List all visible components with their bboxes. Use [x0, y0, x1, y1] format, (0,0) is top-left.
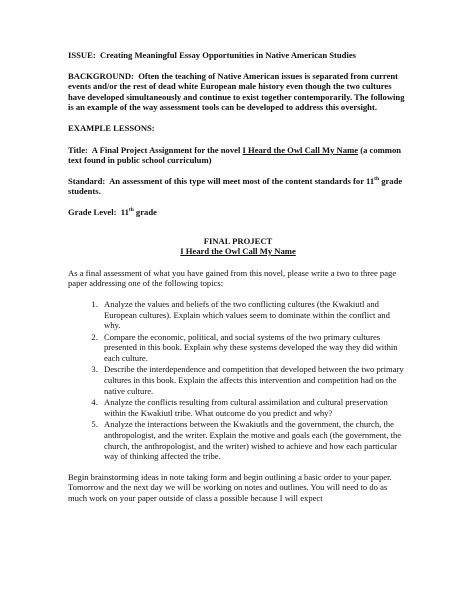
standard-label: Standard:	[68, 175, 106, 186]
standard-text: An assessment of this type will meet most of the content standards for	[109, 175, 364, 186]
final-project-book-title: I Heard the Owl Call My Name	[180, 246, 296, 257]
intro-paragraph: As a final assessment of what you have gained from this novel, please write a two to three page paper addressing one of the following topics:	[68, 267, 397, 289]
list-item: 5. Analyze the interactions between the Kwakiutls and the government, the church, the anthropologist, and the writer. Explain the motive and goals each (the government, the church, the anthropologist, and the writer) wished to achieve and how each particular way of thinking affected the tribe.	[100, 419, 408, 461]
title-prefix: A Final Project Assignment for the novel	[91, 144, 241, 155]
grade-level-paragraph	[68, 207, 408, 218]
list-item: 3. Describe the interdependence and competition that developed between the two primary cultures in this book. Explain the affects this intervention and competition had on the native culture.	[100, 364, 408, 396]
grade-level-tail: grade	[135, 206, 157, 217]
list-item: 1. Analyze the values and beliefs of the two conflicting cultures (the Kwakiutl and European cultures). Explain which values seem to dominate within the conflict and why.	[100, 299, 408, 331]
background-label: BACKGROUND:	[68, 70, 134, 81]
grade-level-label: Grade Level:	[68, 206, 117, 217]
standard-paragraph	[68, 176, 408, 197]
grade-level-sup: th	[128, 207, 134, 214]
document-page	[68, 50, 408, 504]
standard-grade-tail: grade students.	[68, 175, 403, 197]
example-lessons-heading: EXAMPLE LESSONS:	[68, 122, 155, 133]
issue-text: Creating Meaningful Essay Opportunities in Native American Studies	[100, 50, 356, 60]
issue-paragraph	[68, 50, 408, 61]
closing-paragraph: Begin brainstorming ideas in note taking form and begin outlining a basic order to your paper. Tomorrow and the next day we will be working on notes and outlines. You will need to do as much work on your paper outside of class a possible because I will expect	[68, 471, 392, 503]
topics-list	[68, 299, 408, 462]
background-paragraph	[68, 71, 408, 113]
list-item: 4. Analyze the conflicts resulting from cultural assimilation and cultural preservation within the Kwakiutl tribe. What outcome do you predict and why?	[100, 397, 408, 418]
standard-grade-num: 11	[366, 175, 375, 186]
title-paragraph	[68, 145, 408, 166]
issue-label: ISSUE:	[68, 50, 96, 60]
standard-grade-sup: th	[374, 175, 380, 182]
title-suffix: (a common text found in public school curriculum)	[68, 144, 402, 166]
title-label: Title:	[68, 144, 88, 155]
background-text: Often the teaching of Native American issues is separated from current events and/or the rest of dead white European male history even though the two cultures have developed simultaneously and continue to exist together contemporarily. The following is an example of the way assessment tools can be developed to address this oversight.	[68, 70, 405, 113]
grade-level-num: 11	[120, 206, 129, 217]
list-item: 2. Compare the economic, political, and social systems of the two primary cultures presented in this book. Explain why these systems developed the way they did within each culture.	[100, 332, 408, 364]
final-project-subheading	[68, 246, 408, 257]
book-title: I Heard the Owl Call My Name	[242, 144, 359, 155]
final-project-heading: FINAL PROJECT	[203, 235, 273, 246]
